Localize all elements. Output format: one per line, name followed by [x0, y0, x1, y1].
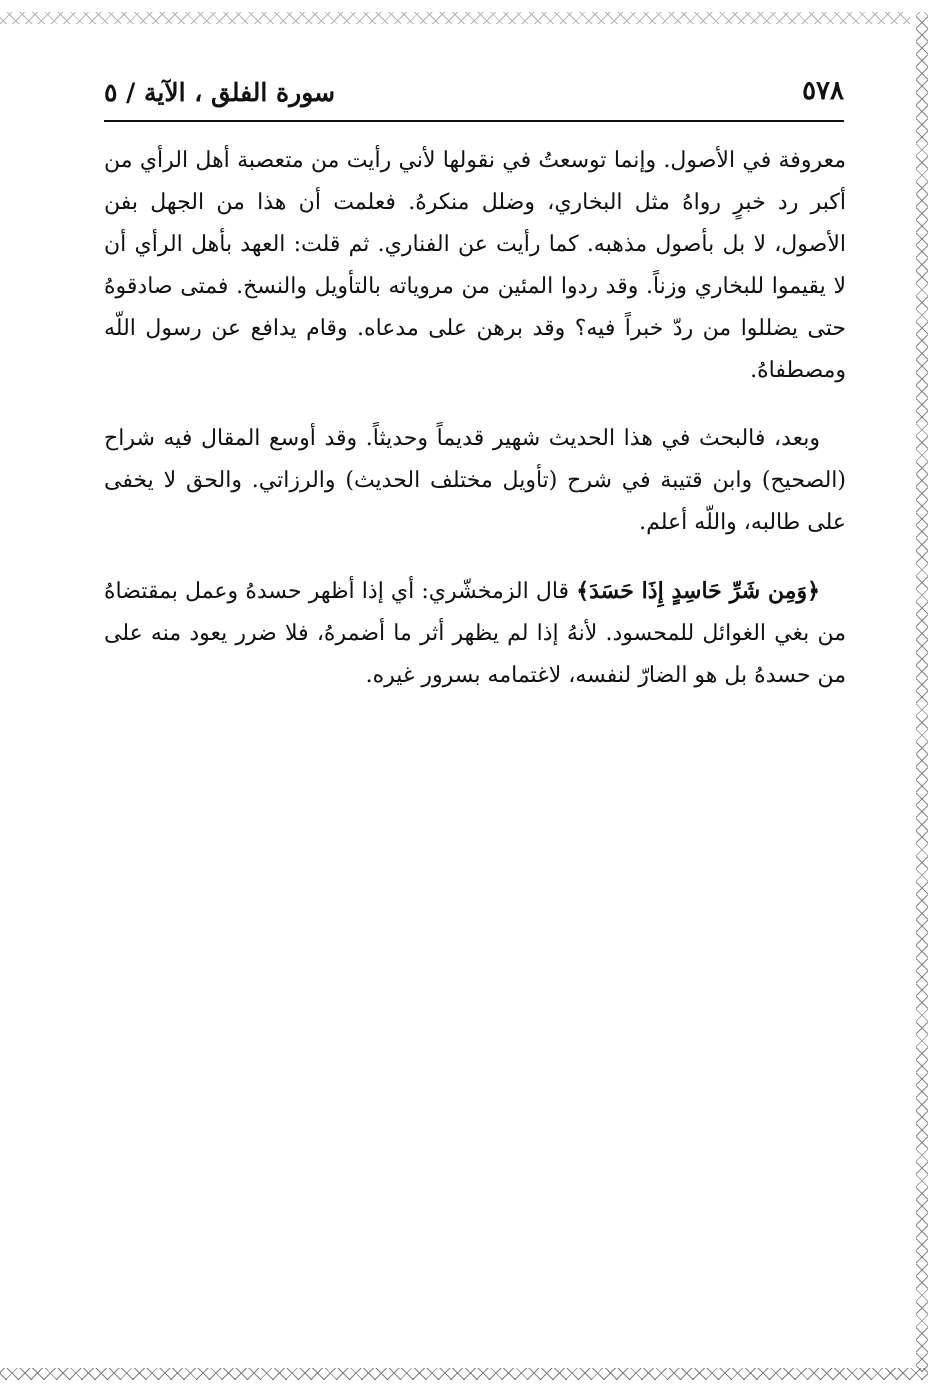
page-header — [104, 72, 844, 122]
page-body — [104, 140, 846, 723]
right-ornamental-border — [916, 12, 928, 1372]
top-ornamental-border — [0, 12, 910, 24]
quran-verse: ﴿وَمِن شَرِّ حَاسِدٍ إِذَا حَسَدَ﴾ — [576, 578, 820, 604]
paragraph-3-text: قال الزمخشّري: أي إذا أظهر حسدهُ وعمل بمقتضاهُ من بغي الغوائل للمحسود. لأنهُ إذا لم يظهر أثر ما أضمرهُ، فلا ضرر يعود منه على من حسدهُ بل هو الضارّ لنفسه، لاغتمامه بسرور غيره. — [104, 579, 846, 688]
paragraph-2: وبعد، فالبحث في هذا الحديث شهير قديماً وحديثاً. وقد أوسع المقال فيه شراح (الصحيح) وابن قتيبة في شرح (تأويل مختلف الحديث) والرزاتي. والحق لا يخفى على طالبه، واللّه أعلم. — [104, 426, 846, 535]
bottom-ornamental-border — [0, 1368, 928, 1380]
page-number: ٥٧٨ — [802, 76, 844, 106]
running-title: سورة الفلق ، الآية / ٥ — [104, 78, 336, 107]
paragraph-1: معروفة في الأصول. وإنما توسعتُ في نقولها لأني رأيت من متعصبة أهل الرأي من أكبر رد خبرٍ رواهُ مثل البخاري، وضلل منكرهُ. فعلمت أن هذا من الجهل بفن الأصول، لا بل بأصول مذهبه. كما رأيت عن الفناري. ثم قلت: العهد بأهل الرأي أن لا يقيموا للبخاري وزناً. وقد ردوا المئين من مروياته بالتأويل والنسخ. فمتى صادقوهُ حتى يضللوا من ردّ خبراً فيه؟ وقد برهن على مدعاه. وقام يدافع عن رسول اللّه ومصطفاهُ. — [104, 148, 846, 383]
paragraph-3 — [104, 570, 846, 697]
